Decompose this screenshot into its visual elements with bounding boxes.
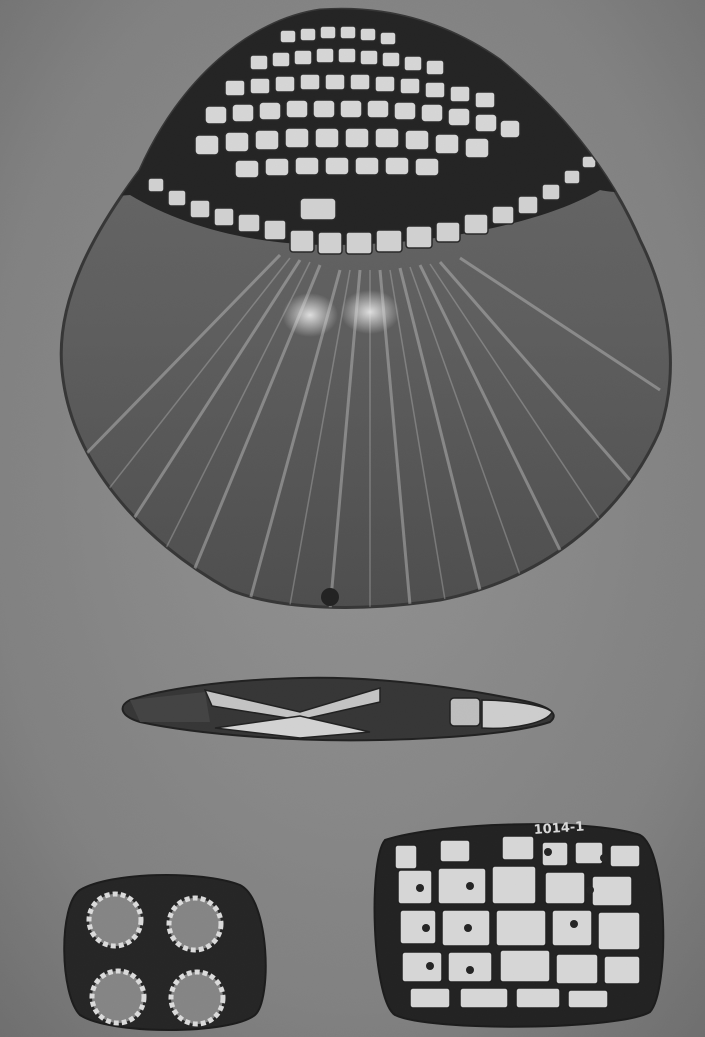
museum-number-label: 1014-1 [533, 819, 585, 838]
